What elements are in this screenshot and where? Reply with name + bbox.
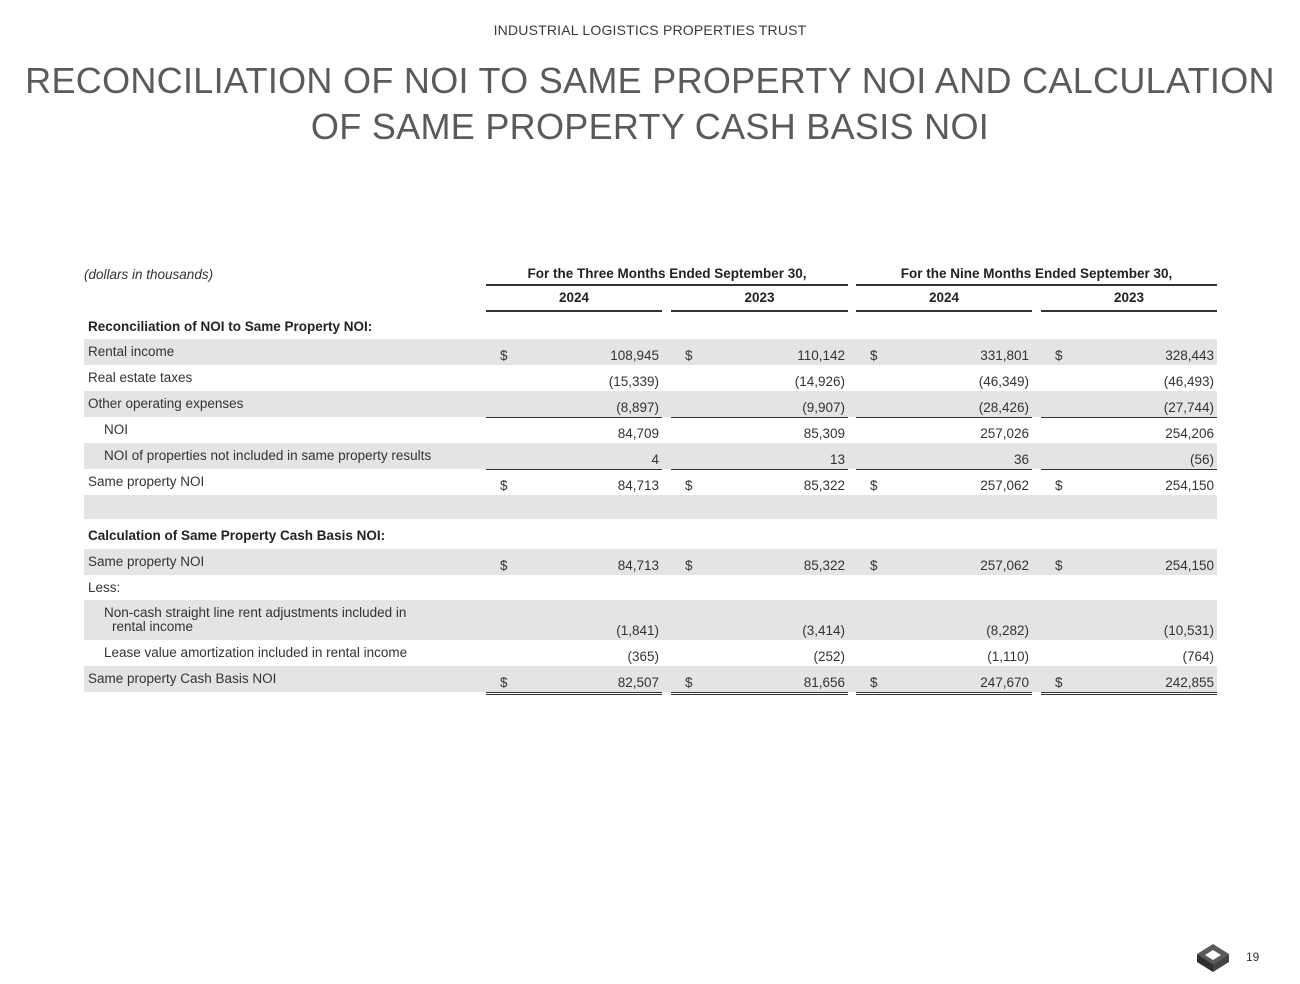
value-cell: [1041, 549, 1217, 575]
dollar-sign: $: [1055, 348, 1063, 363]
row-label: [104, 606, 406, 634]
dollar-sign: $: [870, 478, 878, 493]
value: 254,206: [1165, 426, 1214, 441]
value-cell: [671, 549, 848, 575]
value: (10,531): [1163, 623, 1214, 638]
table-row: [84, 575, 1217, 600]
value: (1,841): [616, 623, 659, 638]
value-cell: [856, 575, 1032, 600]
section-heading: Calculation of Same Property Cash Basis NOI:: [88, 528, 386, 543]
value-cell: [856, 365, 1032, 391]
value: 36: [1013, 452, 1029, 467]
row-label: Rental income: [88, 344, 175, 359]
table-row: [84, 469, 1217, 495]
value: 110,142: [797, 348, 845, 363]
dollar-sign: $: [1055, 675, 1063, 690]
year-rule: [486, 310, 662, 312]
table-row: [84, 640, 1217, 666]
value-cell: [486, 417, 662, 443]
value-cell: [1041, 575, 1217, 600]
table-row: [84, 339, 1217, 365]
dollar-sign: $: [500, 675, 508, 690]
value: 254,150: [1165, 558, 1214, 573]
year-header-nine-2024: 2024: [928, 290, 960, 305]
value: 331,801: [980, 348, 1029, 363]
value-cell: [1041, 417, 1217, 443]
section-heading-row: [84, 314, 1217, 339]
value-cell: [856, 339, 1032, 365]
value: 85,309: [803, 426, 845, 441]
value: 242,855: [1165, 675, 1214, 690]
value: 257,062: [980, 558, 1029, 573]
value-cell: [1041, 469, 1217, 498]
value-cell: [486, 640, 662, 667]
value: (46,349): [978, 374, 1029, 389]
units-note: (dollars in thousands): [84, 267, 214, 282]
row-label: NOI of properties not included in same property results: [104, 448, 432, 463]
three-months-header: For the Three Months Ended September 30,: [527, 266, 807, 281]
row-label: Other operating expenses: [88, 396, 244, 411]
nine-months-rule: [856, 284, 1217, 286]
value-cell: [486, 365, 662, 391]
row-label: Less:: [88, 579, 121, 595]
table-row: [84, 666, 1217, 692]
year-header-nine-2023: 2023: [1113, 290, 1145, 305]
value-cell: [486, 666, 662, 695]
section-heading: Reconciliation of NOI to Same Property NOI:: [88, 319, 373, 334]
row-label-line-1: Non-cash straight line rent adjustments included in: [104, 605, 407, 620]
value-cell: [486, 443, 662, 470]
value-cell: [856, 443, 1032, 470]
table-row: [84, 443, 1217, 469]
value: (9,907): [802, 400, 845, 415]
dollar-sign: $: [870, 558, 878, 573]
year-header-three-2023: 2023: [744, 290, 775, 305]
value-cell: [856, 640, 1032, 667]
value: (14,926): [794, 374, 845, 389]
three-months-rule: [486, 284, 848, 286]
company-logo-icon: [1196, 942, 1230, 974]
value: (56): [1189, 452, 1214, 467]
year-rule: [856, 310, 1032, 312]
table-row: [84, 365, 1217, 391]
value: (8,282): [986, 623, 1029, 638]
row-label: Same property NOI: [88, 554, 205, 569]
value: 84,709: [617, 426, 659, 441]
year-rule: [1041, 310, 1217, 312]
row-label-line-2: rental income: [112, 619, 194, 634]
value: 254,150: [1165, 478, 1214, 493]
year-header-three-2024: 2024: [558, 290, 590, 305]
dollar-sign: $: [870, 675, 878, 690]
value: 85,322: [803, 558, 845, 573]
dollar-sign: $: [500, 558, 508, 573]
spacer-row: [84, 495, 1217, 519]
value: 328,443: [1165, 348, 1214, 363]
value-cell: [1041, 365, 1217, 391]
value-cell: [671, 391, 848, 418]
value-cell: [671, 666, 848, 695]
table-row: [84, 600, 1217, 640]
value-cell: [1041, 600, 1217, 640]
value-cell: [856, 600, 1032, 640]
value-cell: [856, 549, 1032, 575]
value: 82,507: [617, 675, 659, 690]
value: 84,713: [617, 478, 659, 493]
value: (365): [627, 649, 659, 664]
value: 257,026: [980, 426, 1029, 441]
value-cell: [671, 640, 848, 667]
value-cell: [671, 575, 848, 600]
row-label: Lease value amortization included in rental income: [104, 645, 408, 660]
year-rule: [671, 310, 848, 312]
value-cell: [1041, 443, 1217, 470]
value-cell: [486, 391, 662, 418]
dollar-sign: $: [1055, 478, 1063, 493]
value: 247,670: [980, 675, 1029, 690]
dollar-sign: $: [685, 478, 693, 493]
value-cell: [856, 391, 1032, 418]
dollar-sign: $: [685, 558, 693, 573]
value: 108,945: [610, 348, 659, 363]
value-cell: [1041, 666, 1217, 695]
value: (28,426): [978, 400, 1029, 415]
value-cell: [1041, 339, 1217, 365]
nine-months-header: For the Nine Months Ended September 30,: [900, 266, 1173, 281]
value: (252): [813, 649, 845, 664]
value: 81,656: [803, 675, 845, 690]
row-label: Real estate taxes: [88, 370, 193, 385]
value: (46,493): [1163, 374, 1214, 389]
company-name: INDUSTRIAL LOGISTICS PROPERTIES TRUST: [493, 22, 807, 38]
value-cell: [671, 417, 848, 443]
row-label: Same property NOI: [88, 474, 205, 489]
value: 84,713: [617, 558, 659, 573]
value-cell: [671, 469, 848, 498]
section-heading-row: [84, 523, 1217, 547]
value-cell: [1041, 640, 1217, 667]
table-row: [84, 417, 1217, 443]
value-cell: [486, 339, 662, 365]
dollar-sign: $: [685, 675, 693, 690]
value-cell: [486, 469, 662, 498]
value-cell: [486, 549, 662, 575]
dollar-sign: $: [500, 478, 508, 493]
dollar-sign: $: [1055, 558, 1063, 573]
value: 4: [651, 452, 659, 467]
value-cell: [486, 575, 662, 600]
page-title-line-2: OF SAME PROPERTY CASH BASIS NOI: [310, 106, 990, 147]
dollar-sign: $: [500, 348, 508, 363]
value-cell: [671, 600, 848, 640]
value: (15,339): [608, 374, 659, 389]
value: (27,744): [1163, 400, 1214, 415]
value-cell: [856, 417, 1032, 443]
value-cell: [1041, 391, 1217, 418]
table-row: [84, 391, 1217, 417]
page-title: [0, 58, 1300, 150]
row-label: NOI: [104, 422, 129, 437]
value-cell: [671, 365, 848, 391]
value: 85,322: [803, 478, 845, 493]
page-title-line-1: RECONCILIATION OF NOI TO SAME PROPERTY NOI AND CALCULATION: [25, 60, 1275, 101]
value: (764): [1182, 649, 1214, 664]
value-cell: [486, 600, 662, 640]
value-cell: [856, 469, 1032, 498]
dollar-sign: $: [685, 348, 693, 363]
value-cell: [856, 666, 1032, 695]
value-cell: [671, 339, 848, 365]
value: (3,414): [802, 623, 845, 638]
row-label: Same property Cash Basis NOI: [88, 671, 277, 686]
value-cell: [671, 443, 848, 470]
value: (8,897): [616, 400, 659, 415]
dollar-sign: $: [870, 348, 878, 363]
table-row: [84, 549, 1217, 575]
value: 13: [829, 452, 845, 467]
value: 257,062: [980, 478, 1029, 493]
page-number: 19: [1246, 950, 1260, 964]
value: (1,110): [987, 649, 1029, 664]
